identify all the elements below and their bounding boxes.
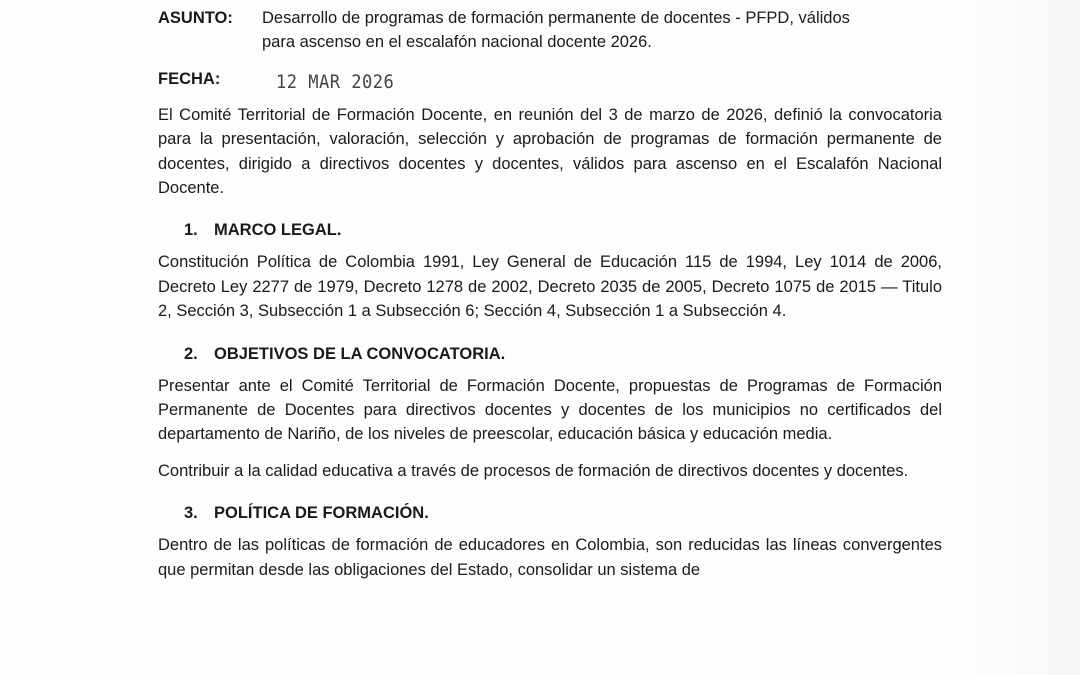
section-number: 3. <box>184 504 198 523</box>
section-heading-objetivos <box>184 342 942 366</box>
asunto-text <box>262 6 850 55</box>
asunto-label: ASUNTO: <box>158 9 233 27</box>
section-heading-politica <box>184 501 942 525</box>
section-title: OBJETIVOS DE LA CONVOCATORIA. <box>214 344 506 363</box>
fecha-row <box>158 67 942 97</box>
asunto-row <box>158 6 942 55</box>
section-number: 1. <box>184 221 198 240</box>
section-title: MARCO LEGAL. <box>214 221 342 240</box>
section-heading-marco-legal <box>184 218 942 242</box>
fecha-label: FECHA: <box>158 69 221 88</box>
section-number: 2. <box>184 344 198 363</box>
objetivos-paragraph-1: Presentar ante el Comité Territorial de Formación Docente, propuestas de Programas de Formación Permanente de Docentes para directivos docentes y docentes de los municipios no certificados del departamento de Nariño, de los niveles de preescolar, educación básica y educación media. <box>158 376 942 444</box>
marco-legal-paragraph: Constitución Política de Colombia 1991, Ley General de Educación 115 de 1994, Ley 1014 de 2006, Decreto Ley 2277 de 1979, Decreto 1278 de 2002, Decreto 2035 de 2005, Decreto 1075 de 2015 — Titulo 2, Sección 3, Subsección 1 a Subsección 6; Sección 4, Subsección 1 a Subsección 4. <box>158 253 942 321</box>
asunto-line-2: para ascenso en el escalafón nacional docente 2026. <box>262 33 652 52</box>
date-stamp: 12 MAR 2026 <box>276 70 395 93</box>
intro-paragraph: El Comité Territorial de Formación Docente, en reunión del 3 de marzo de 2026, definió la convocatoria para la presentación, valoración, selección y aprobación de programas de formación permanente de docentes, dirigido a directivos docentes y docentes, válidos para ascenso en el Escalafón Nacional Docente. <box>158 105 942 198</box>
document-body <box>158 6 942 582</box>
section-title: POLÍTICA DE FORMACIÓN. <box>214 504 429 523</box>
asunto-line-1: Desarrollo de programas de formación permanente de docentes - PFPD, válidos <box>262 9 850 27</box>
politica-paragraph: Dentro de las políticas de formación de educadores en Colombia, son reducidas las líneas convergentes que permitan desde las obligaciones del Estado, consolidar un sistema de <box>158 536 942 579</box>
objetivos-paragraph-2: Contribuir a la calidad educativa a través de procesos de formación de directivos docentes y docentes. <box>158 461 909 480</box>
scan-shadow <box>970 0 1080 675</box>
